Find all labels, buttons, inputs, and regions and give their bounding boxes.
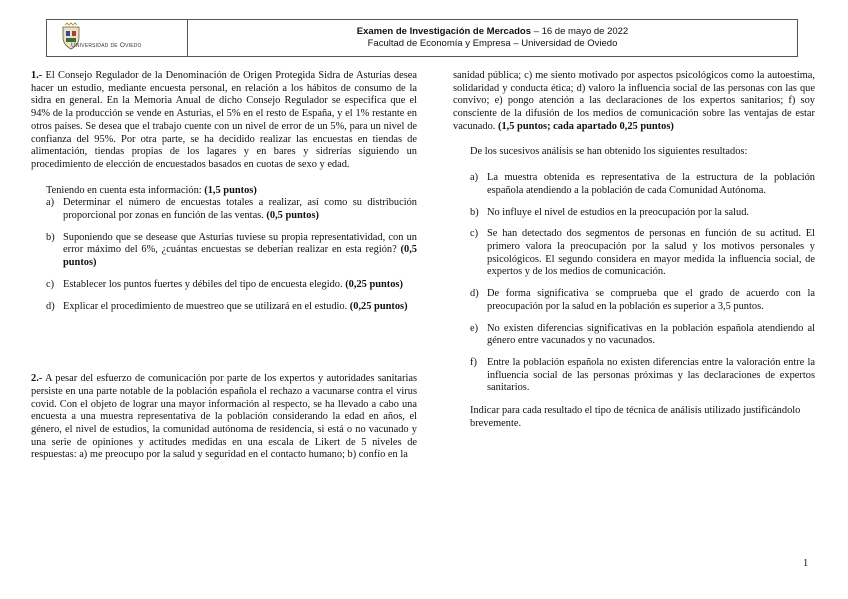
item-letter: b) xyxy=(470,206,479,218)
item-points: (0,25 puntos) xyxy=(349,300,408,312)
q2-result-d xyxy=(470,288,815,313)
q2-results-lead: De los sucesivos análisis se han obtenido los siguientes resultados: xyxy=(470,145,748,157)
item-text: La muestra obtenida es representativa de la estructura de la población española atendiendo a la población de cada Comunidad Autónoma. xyxy=(487,172,815,196)
item-body: Suponiendo que se desease que Asturias tuviese su propia representatividad, con un error máximo del 6%, ¿cuántas encuestas se deberían realizar en esta región? xyxy=(63,231,417,256)
q2-result-a xyxy=(470,172,815,197)
item-body: Establecer los puntos fuertes y débiles del tipo de encuesta elegido. xyxy=(63,278,346,290)
item-letter: c) xyxy=(46,278,55,290)
q2-result-e xyxy=(470,323,815,348)
item-points: (0,5 puntos) xyxy=(266,210,319,222)
item-text: No existen diferencias significativas en la población española atendiendo al género entre vacunados y no vacunados. xyxy=(487,322,815,347)
item-letter: c) xyxy=(470,228,479,240)
item-text: No influye el nivel de estudios en la preocupación por la salud. xyxy=(487,206,749,218)
q2-result-b xyxy=(470,207,815,220)
q2-number: 2.- xyxy=(31,373,43,385)
q1-number: 1.- xyxy=(31,70,43,81)
item-points: (0,25 puntos) xyxy=(345,278,403,290)
q1-intro xyxy=(31,70,417,172)
q2-result-f xyxy=(470,357,815,395)
item-text xyxy=(63,279,417,292)
item-letter: e) xyxy=(470,322,479,334)
q1-lead-points: (1,5 puntos) xyxy=(204,184,257,196)
item-letter: d) xyxy=(46,300,55,312)
q2-results xyxy=(453,172,815,395)
q2-closing: Indicar para cada resultado el tipo de técnica de análisis utilizado justificándolo brevemente. xyxy=(470,405,801,429)
q2-continuation-text: sanidad pública; c) me siento motivado por aspectos psicológicos como la autoestima, solidaridad y conducta ética; d) valoro la influencia social de las personas con las que convivo; e) pongo atención a las declaraciones de los expertos sanitarios; f) soy consciente de la difusión de los medios de comunicación sobre las ventajas de estar vacunado. xyxy=(453,70,815,132)
item-text: Entre la población española no existen diferencias entre la valoración entre la influencia social de las personas próximas y las declaraciones de expertos sanitarios. xyxy=(487,356,815,394)
q1-lead xyxy=(31,185,417,198)
faculty-line: Facultad de Economía y Empresa – Universidad de Oviedo xyxy=(367,38,618,49)
q1-items xyxy=(31,197,417,313)
exam-title-line xyxy=(357,26,628,38)
exam-title-block xyxy=(188,20,797,56)
exam-date: – 16 de mayo de 2022 xyxy=(531,26,629,37)
left-column xyxy=(31,70,417,462)
q1-item-a xyxy=(46,197,417,222)
q1-intro-text: El Consejo Regulador de la Denominación de Origen Protegida Sidra de Asturias desea hacer un estudio, mediante encuesta personal, en relación a los hábitos de consumo de la sidra en general. En la Memoria Anual de dicho Consejo Regulador se especifica que el 94% de la producción se vende en Asturias, el 5% en el resto de España, y el 1% restante en otros países. Se desea que el trabajo cuente con un nivel de error de un 5%, para un nivel de confianza del 95%. Por otra parte, se ha decidido realizar las encuestas en tiendas de alimentación, tiendas propias de los lagares y en bares y sidrerías siguiendo un procedimiento de elección de encuestados basados en cuotas de sexo y edad. xyxy=(31,70,417,170)
item-text: Se han detectado dos segmentos de personas en función de su actitud. El primero valora la preocupación por la salud y los motivos personales y psicológicos. El segundo considera en mayor medida la influencia social, de expertos y de los medios de comunicación. xyxy=(487,228,815,278)
item-letter: b) xyxy=(46,231,55,243)
item-letter: a) xyxy=(46,197,55,209)
q1-lead-text: Teniendo en cuenta esta información: xyxy=(46,184,205,196)
exam-header xyxy=(46,19,798,57)
item-text xyxy=(63,197,417,222)
item-text: De forma significativa se comprueba que el grado de acuerdo con la preocupación por la salud en la población es superior a 3,5 puntos. xyxy=(487,288,815,312)
item-body: Explicar el procedimiento de muestreo que se utilizará en el estudio. xyxy=(63,300,350,312)
item-points: (0,5 puntos) xyxy=(63,244,417,269)
item-letter: a) xyxy=(470,172,479,184)
page-number: 1 xyxy=(803,558,809,569)
q1-item-c xyxy=(46,279,417,292)
item-text xyxy=(63,301,417,314)
q2-result-c xyxy=(470,228,815,279)
item-text xyxy=(63,232,417,270)
logo-text: Universidad de Oviedo xyxy=(71,42,142,49)
q2-continuation xyxy=(453,70,815,134)
exam-title: Examen de Investigación de Mercados xyxy=(356,26,532,37)
item-letter: d) xyxy=(470,288,479,300)
q1-item-b xyxy=(46,232,417,270)
q1-item-d xyxy=(46,301,417,314)
university-logo xyxy=(47,20,188,56)
item-body: Determinar el número de encuestas totales a realizar, así como su distribución proporcional por zonas en función de las ventas. xyxy=(63,197,417,222)
university-crest-icon xyxy=(57,21,177,55)
q2-points: (1,5 puntos; cada apartado 0,25 puntos) xyxy=(498,120,674,132)
q2-intro xyxy=(31,373,417,462)
right-column xyxy=(453,70,815,430)
q2-intro-text: A pesar del esfuerzo de comunicación por parte de los expertos y autoridades sanitarias persiste en una parte notable de la población española el rechazo a vacunarse contra el virus covid. Con el objeto de lograr una mayor información al respecto, se ha llevado a cabo una encuesta a una muestra representativa de la población considerando la edad en años, el género, el nivel de estudios, la comunidad autónoma de residencia, si está o no vacunado y una serie de opiniones y actitudes medidas en una escala de Likert de 5 niveles de respuestas: a) me preocupo por la salud y seguridad en el contacto humano; b) confío en la xyxy=(31,373,417,461)
item-letter: f) xyxy=(470,356,477,368)
